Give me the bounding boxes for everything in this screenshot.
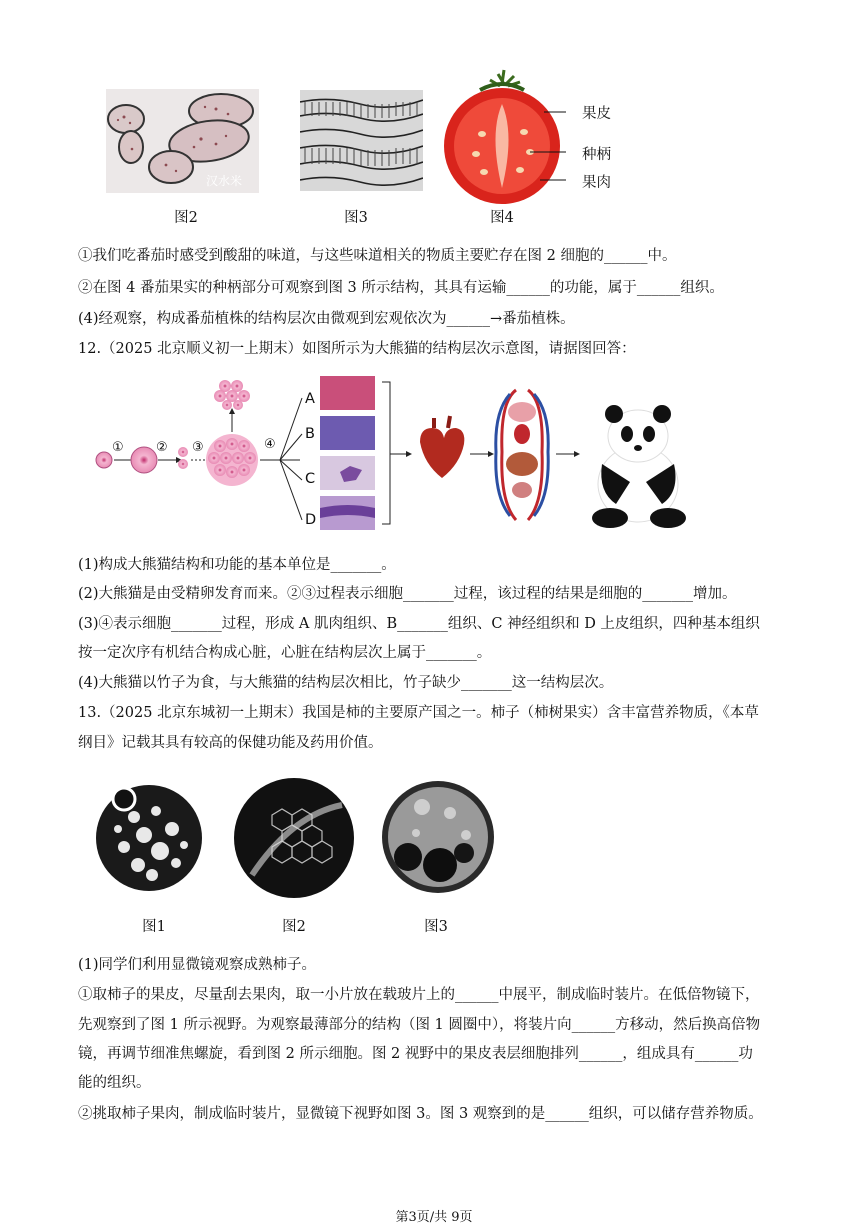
question-line: (2)大熊猫是由受精卵发育而来。②③过程表示细胞_______过程，该过程的结果是细胞的_______增加。 [78,586,737,602]
step-label-2: ② [156,440,168,455]
step-label-3: ③ [192,440,204,455]
question-line: (1)构成大熊猫结构和功能的基本单位是_______。 [78,557,396,573]
figure-2-cells [106,89,259,193]
figure-caption: 图2 [174,210,198,226]
figure-3-vessels [300,90,423,191]
question-line: ①我们吃番茄时感受到酸甜的味道，与这些味道相关的物质主要贮存在图 2 细胞的______中。 [78,248,677,264]
figure-caption: 图2 [282,919,306,935]
tomato-label-flesh: 果肉 [582,175,611,191]
question-line: ②在图 4 番茄果实的种柄部分可观察到图 3 所示结构，其具有运输______的功能，属于______组织。 [78,280,724,296]
panda-structure-diagram [90,372,690,532]
question-line: ②挑取柿子果肉，制成临时装片，显微镜下视野如图 3。图 3 观察到的是______组织，可以储存营养物质。 [78,1106,763,1122]
figure-caption: 图3 [424,919,448,935]
tissue-label-d: D [305,512,317,528]
question-line: ①取柿子的果皮，尽量刮去果肉，取一小片放在载玻片上的______中展平，制成临时装片。在低倍物镜下， [78,987,760,1003]
question-line: (4)大熊猫以竹子为食，与大熊猫的结构层次相比，竹子缺少_______这一结构层次。 [78,675,614,691]
figure-caption: 图3 [344,210,368,226]
question-header: 纲目》记载其具有较高的保健功能及药用价值。 [78,735,383,751]
figure-1-persimmon-peel [94,777,204,899]
step-label-4: ④ [264,437,276,452]
watermark: 汉水米 [206,174,243,188]
tissue-label-b: B [305,426,315,442]
figure-2-persimmon-cells [232,775,356,901]
question-line: 能的组织。 [78,1075,151,1091]
figure-4-tomato [440,64,575,204]
tomato-label-peel: 果皮 [582,106,611,122]
step-label-1: ① [112,440,124,455]
tissue-label-c: C [305,471,316,487]
tissue-label-a: A [305,391,315,407]
question-line: 按一定次序有机结合构成心脏，心脏在结构层次上属于_______。 [78,645,492,661]
page-footer: 第3页/共 9页 [395,1210,473,1225]
question-header: 13.（2025 北京东城初一上期末）我国是柿的主要原产国之一。柿子（柿树果实）含丰富营养物质，《本草 [78,705,759,721]
figure-caption: 图4 [490,210,514,226]
question-line: (3)④表示细胞_______过程，形成 A 肌肉组织、B_______组织、C 神经组织和 D 上皮组织，四种基本组织 [78,616,760,632]
question-line: 先观察到了图 1 所示视野。为观察最薄部分的结构（图 1 圆圈中），将装片向______方移动，然后换高倍物 [78,1017,761,1033]
figure-3-persimmon-flesh [380,773,496,901]
question-line: (1)同学们利用显微镜观察成熟柿子。 [78,957,317,973]
question-line: 镜，再调节细准焦螺旋，看到图 2 所示细胞。图 2 视野中的果皮表层细胞排列______，组成具有______功 [78,1046,753,1062]
tomato-label-stalk: 种柄 [582,147,611,163]
figure-caption: 图1 [142,919,166,935]
question-header: 12.（2025 北京顺义初一上期末）如图所示为大熊猫的结构层次示意图，请据图回答： [78,341,636,357]
question-line: (4)经观察，构成番茄植株的结构层次由微观到宏观依次为______→番茄植株。 [78,311,575,327]
